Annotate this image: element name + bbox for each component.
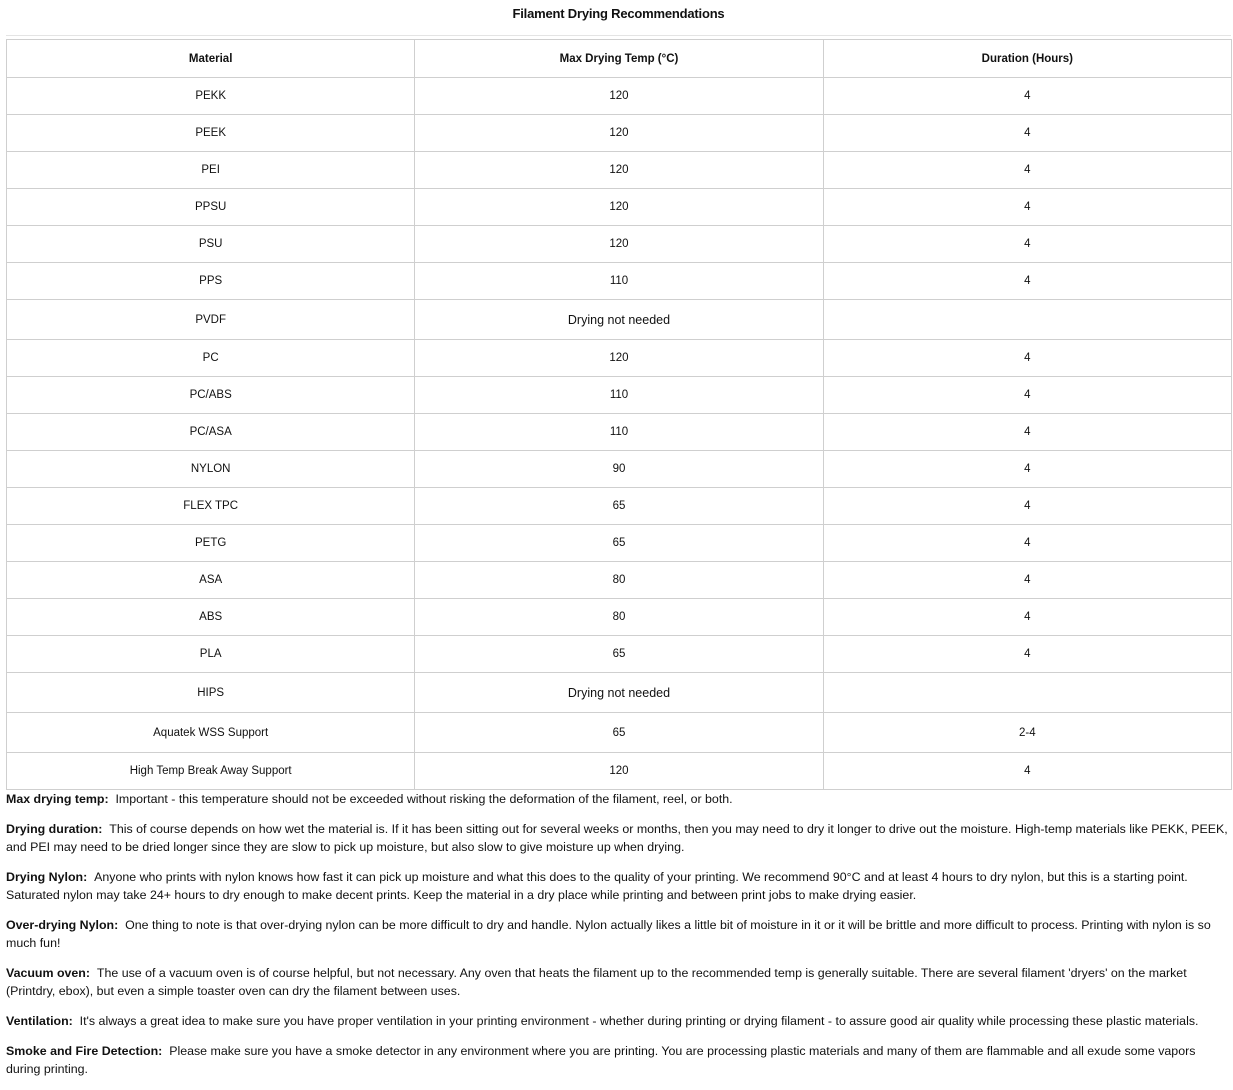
- note-label: Over-drying Nylon:: [6, 918, 119, 932]
- note-paragraph: [6, 868, 1231, 904]
- duration-cell: 4: [823, 377, 1231, 414]
- max-temp-cell: 65: [415, 636, 823, 673]
- note-text: Please make sure you have a smoke detector in any environment where you are printing. You are processing plastic materials and many of them are flammable and all exude some vapors during printing.: [6, 1044, 1196, 1076]
- max-temp-cell: 120: [415, 340, 823, 377]
- material-cell: HIPS: [7, 673, 415, 713]
- material-cell: PC: [7, 340, 415, 377]
- table-row: [7, 599, 1232, 636]
- duration-cell: 4: [823, 78, 1231, 115]
- duration-cell: 4: [823, 636, 1231, 673]
- table-row: [7, 488, 1232, 525]
- max-temp-cell: 110: [415, 377, 823, 414]
- duration-cell: 4: [823, 340, 1231, 377]
- max-temp-cell: 120: [415, 753, 823, 790]
- note-paragraph: [6, 820, 1231, 856]
- duration-cell: 4: [823, 451, 1231, 488]
- material-cell: PC/ABS: [7, 377, 415, 414]
- duration-cell: 4: [823, 189, 1231, 226]
- duration-cell: 4: [823, 488, 1231, 525]
- duration-cell: 4: [823, 599, 1231, 636]
- table-row: [7, 673, 1232, 713]
- table-row: [7, 263, 1232, 300]
- max-temp-cell: Drying not needed: [415, 300, 823, 340]
- table-row: [7, 115, 1232, 152]
- note-label: Max drying temp:: [6, 792, 109, 806]
- table-row: [7, 713, 1232, 753]
- table-row: [7, 377, 1232, 414]
- table-row: [7, 152, 1232, 189]
- material-cell: PEEK: [7, 115, 415, 152]
- page-title: Filament Drying Recommendations: [512, 6, 725, 21]
- material-cell: Aquatek WSS Support: [7, 713, 415, 753]
- material-cell: PPSU: [7, 189, 415, 226]
- max-temp-cell: 80: [415, 562, 823, 599]
- max-temp-cell: 110: [415, 263, 823, 300]
- duration-cell: 4: [823, 226, 1231, 263]
- max-temp-cell: 90: [415, 451, 823, 488]
- material-cell: PEKK: [7, 78, 415, 115]
- column-header-duration: Duration (Hours): [823, 40, 1231, 78]
- table-row: [7, 451, 1232, 488]
- material-cell: ABS: [7, 599, 415, 636]
- material-cell: PLA: [7, 636, 415, 673]
- duration-cell: 4: [823, 562, 1231, 599]
- material-cell: PPS: [7, 263, 415, 300]
- notes-section: [6, 790, 1231, 1078]
- duration-cell: 4: [823, 414, 1231, 451]
- note-text: It's always a great idea to make sure you have proper ventilation in your printing environment - whether during printing or drying filament - to assure good air quality while processing these plastic materials.: [79, 1014, 1199, 1028]
- max-temp-cell: 120: [415, 78, 823, 115]
- max-temp-cell: 120: [415, 189, 823, 226]
- material-cell: ASA: [7, 562, 415, 599]
- divider: [6, 35, 1231, 36]
- note-text: Important - this temperature should not be exceeded without risking the deformation of the filament, reel, or both.: [115, 792, 733, 806]
- table-row: [7, 562, 1232, 599]
- duration-cell: 4: [823, 753, 1231, 790]
- table-body: [7, 78, 1232, 790]
- table-row: [7, 340, 1232, 377]
- material-cell: PSU: [7, 226, 415, 263]
- note-paragraph: [6, 1012, 1231, 1030]
- table-row: [7, 226, 1232, 263]
- note-paragraph: [6, 964, 1231, 1000]
- duration-cell: 4: [823, 115, 1231, 152]
- note-label: Drying duration:: [6, 822, 103, 836]
- note-text: The use of a vacuum oven is of course helpful, but not necessary. Any oven that heats the filament up to the recommended temp is generally suitable. There are several filament 'dryers' on the market (Printdry, ebox), but even a simple toaster oven can dry the filament between uses.: [6, 966, 1187, 998]
- max-temp-cell: 110: [415, 414, 823, 451]
- duration-cell: [823, 300, 1231, 340]
- duration-cell: 4: [823, 263, 1231, 300]
- max-temp-cell: 120: [415, 115, 823, 152]
- column-header-material: Material: [7, 40, 415, 78]
- table-row: [7, 636, 1232, 673]
- note-text: This of course depends on how wet the material is. If it has been sitting out for several weeks or months, then you may need to dry it longer to drive out the moisture. High-temp materials like PEKK, PEEK, and PEI may need to be dried longer since they are slow to pick up moisture, but also slow to give moisture up when drying.: [6, 822, 1228, 854]
- note-label: Smoke and Fire Detection:: [6, 1044, 163, 1058]
- drying-table: [6, 39, 1232, 790]
- page: [6, 0, 1231, 1090]
- note-label: Vacuum oven:: [6, 966, 91, 980]
- note-paragraph: [6, 790, 1231, 808]
- duration-cell: [823, 673, 1231, 713]
- max-temp-cell: Drying not needed: [415, 673, 823, 713]
- table-row: [7, 414, 1232, 451]
- max-temp-cell: 120: [415, 226, 823, 263]
- note-label: Drying Nylon:: [6, 870, 88, 884]
- table-row: [7, 189, 1232, 226]
- material-cell: High Temp Break Away Support: [7, 753, 415, 790]
- note-text: Anyone who prints with nylon knows how fast it can pick up moisture and what this does to the quality of your printing. We recommend 90°C and at least 4 hours to dry nylon, but this is a starting point. Saturated nylon may take 24+ hours to dry enough to make decent prints. Keep the material in a dry place while printing and between print jobs to make drying easier.: [6, 870, 1188, 902]
- table-header-row: [7, 40, 1232, 78]
- duration-cell: 4: [823, 525, 1231, 562]
- table-row: [7, 525, 1232, 562]
- duration-cell: 4: [823, 152, 1231, 189]
- max-temp-cell: 120: [415, 152, 823, 189]
- note-paragraph: [6, 916, 1231, 952]
- max-temp-cell: 65: [415, 525, 823, 562]
- table-row: [7, 78, 1232, 115]
- table-row: [7, 300, 1232, 340]
- duration-cell: 2-4: [823, 713, 1231, 753]
- max-temp-cell: 80: [415, 599, 823, 636]
- material-cell: NYLON: [7, 451, 415, 488]
- material-cell: PEI: [7, 152, 415, 189]
- material-cell: PVDF: [7, 300, 415, 340]
- note-text: One thing to note is that over-drying nylon can be more difficult to dry and handle. Nylon actually likes a little bit of moisture in it or it will be brittle and more difficult to process. Printing with nylon is so much fun!: [6, 918, 1211, 950]
- material-cell: PETG: [7, 525, 415, 562]
- material-cell: FLEX TPC: [7, 488, 415, 525]
- max-temp-cell: 65: [415, 488, 823, 525]
- max-temp-cell: 65: [415, 713, 823, 753]
- note-label: Ventilation:: [6, 1014, 73, 1028]
- table-row: [7, 753, 1232, 790]
- material-cell: PC/ASA: [7, 414, 415, 451]
- note-paragraph: [6, 1042, 1231, 1078]
- column-header-max-temp: Max Drying Temp (°C): [415, 40, 823, 78]
